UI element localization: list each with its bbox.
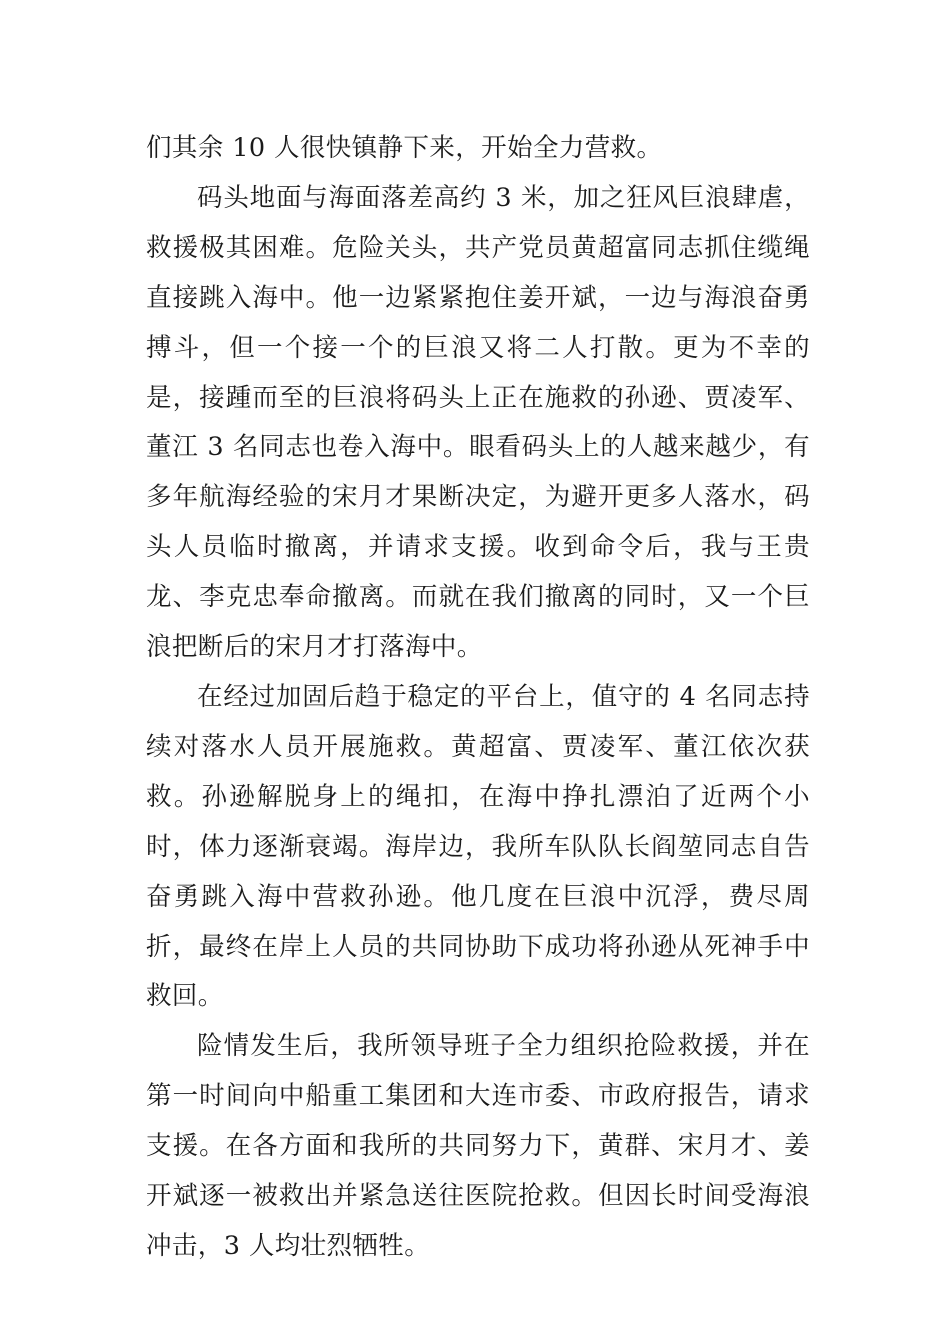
- paragraph-2: 码头地面与海面落差高约 3 米，加之狂风巨浪肆虐，救援极其困难。危险关头，共产党员黄超富同志抓住缆绳直接跳入海中。他一边紧紧抱住姜开斌，一边与海浪奋勇搏斗，但一个接一个的巨浪又将二人打散。更为不幸的是，接踵而至的巨浪将码头上正在施救的孙逊、贾凌军、董江 3 名同志也卷入海中。眼看码头上的人越来越少，有多年航海经验的宋月才果断决定，为避开更多人落水，码头人员临时撤离，并请求支援。收到命令后，我与王贵龙、李克忠奉命撤离。而就在我们撤离的同时，又一个巨浪把断后的宋月才打落海中。: [146, 182, 810, 663]
- paragraph-3: 在经过加固后趋于稳定的平台上，值守的 4 名同志持续对落水人员开展施救。黄超富、贾凌军、董江依次获救。孙逊解脱身上的绳扣，在海中挣扎漂泊了近两个小时，体力逐渐衰竭。海岸边，我所车队队长阎堃同志自告奋勇跳入海中营救孙逊。他几度在巨浪中沉浮，费尽周折，最终在岸上人员的共同协助下成功将孙逊从死神手中救回。: [146, 681, 810, 1012]
- paragraph-1: 们其余 10 人很快镇静下来，开始全力营救。: [146, 133, 663, 163]
- document-body: [146, 124, 810, 1272]
- paragraph-4: 险情发生后，我所领导班子全力组织抢险救援，并在第一时间向中船重工集团和大连市委、市政府报告，请求支援。在各方面和我所的共同努力下，黄群、宋月才、姜开斌逐一被救出并紧急送往医院抢救。但因长时间受海浪冲击，3 人均壮烈牺牲。: [146, 1031, 810, 1261]
